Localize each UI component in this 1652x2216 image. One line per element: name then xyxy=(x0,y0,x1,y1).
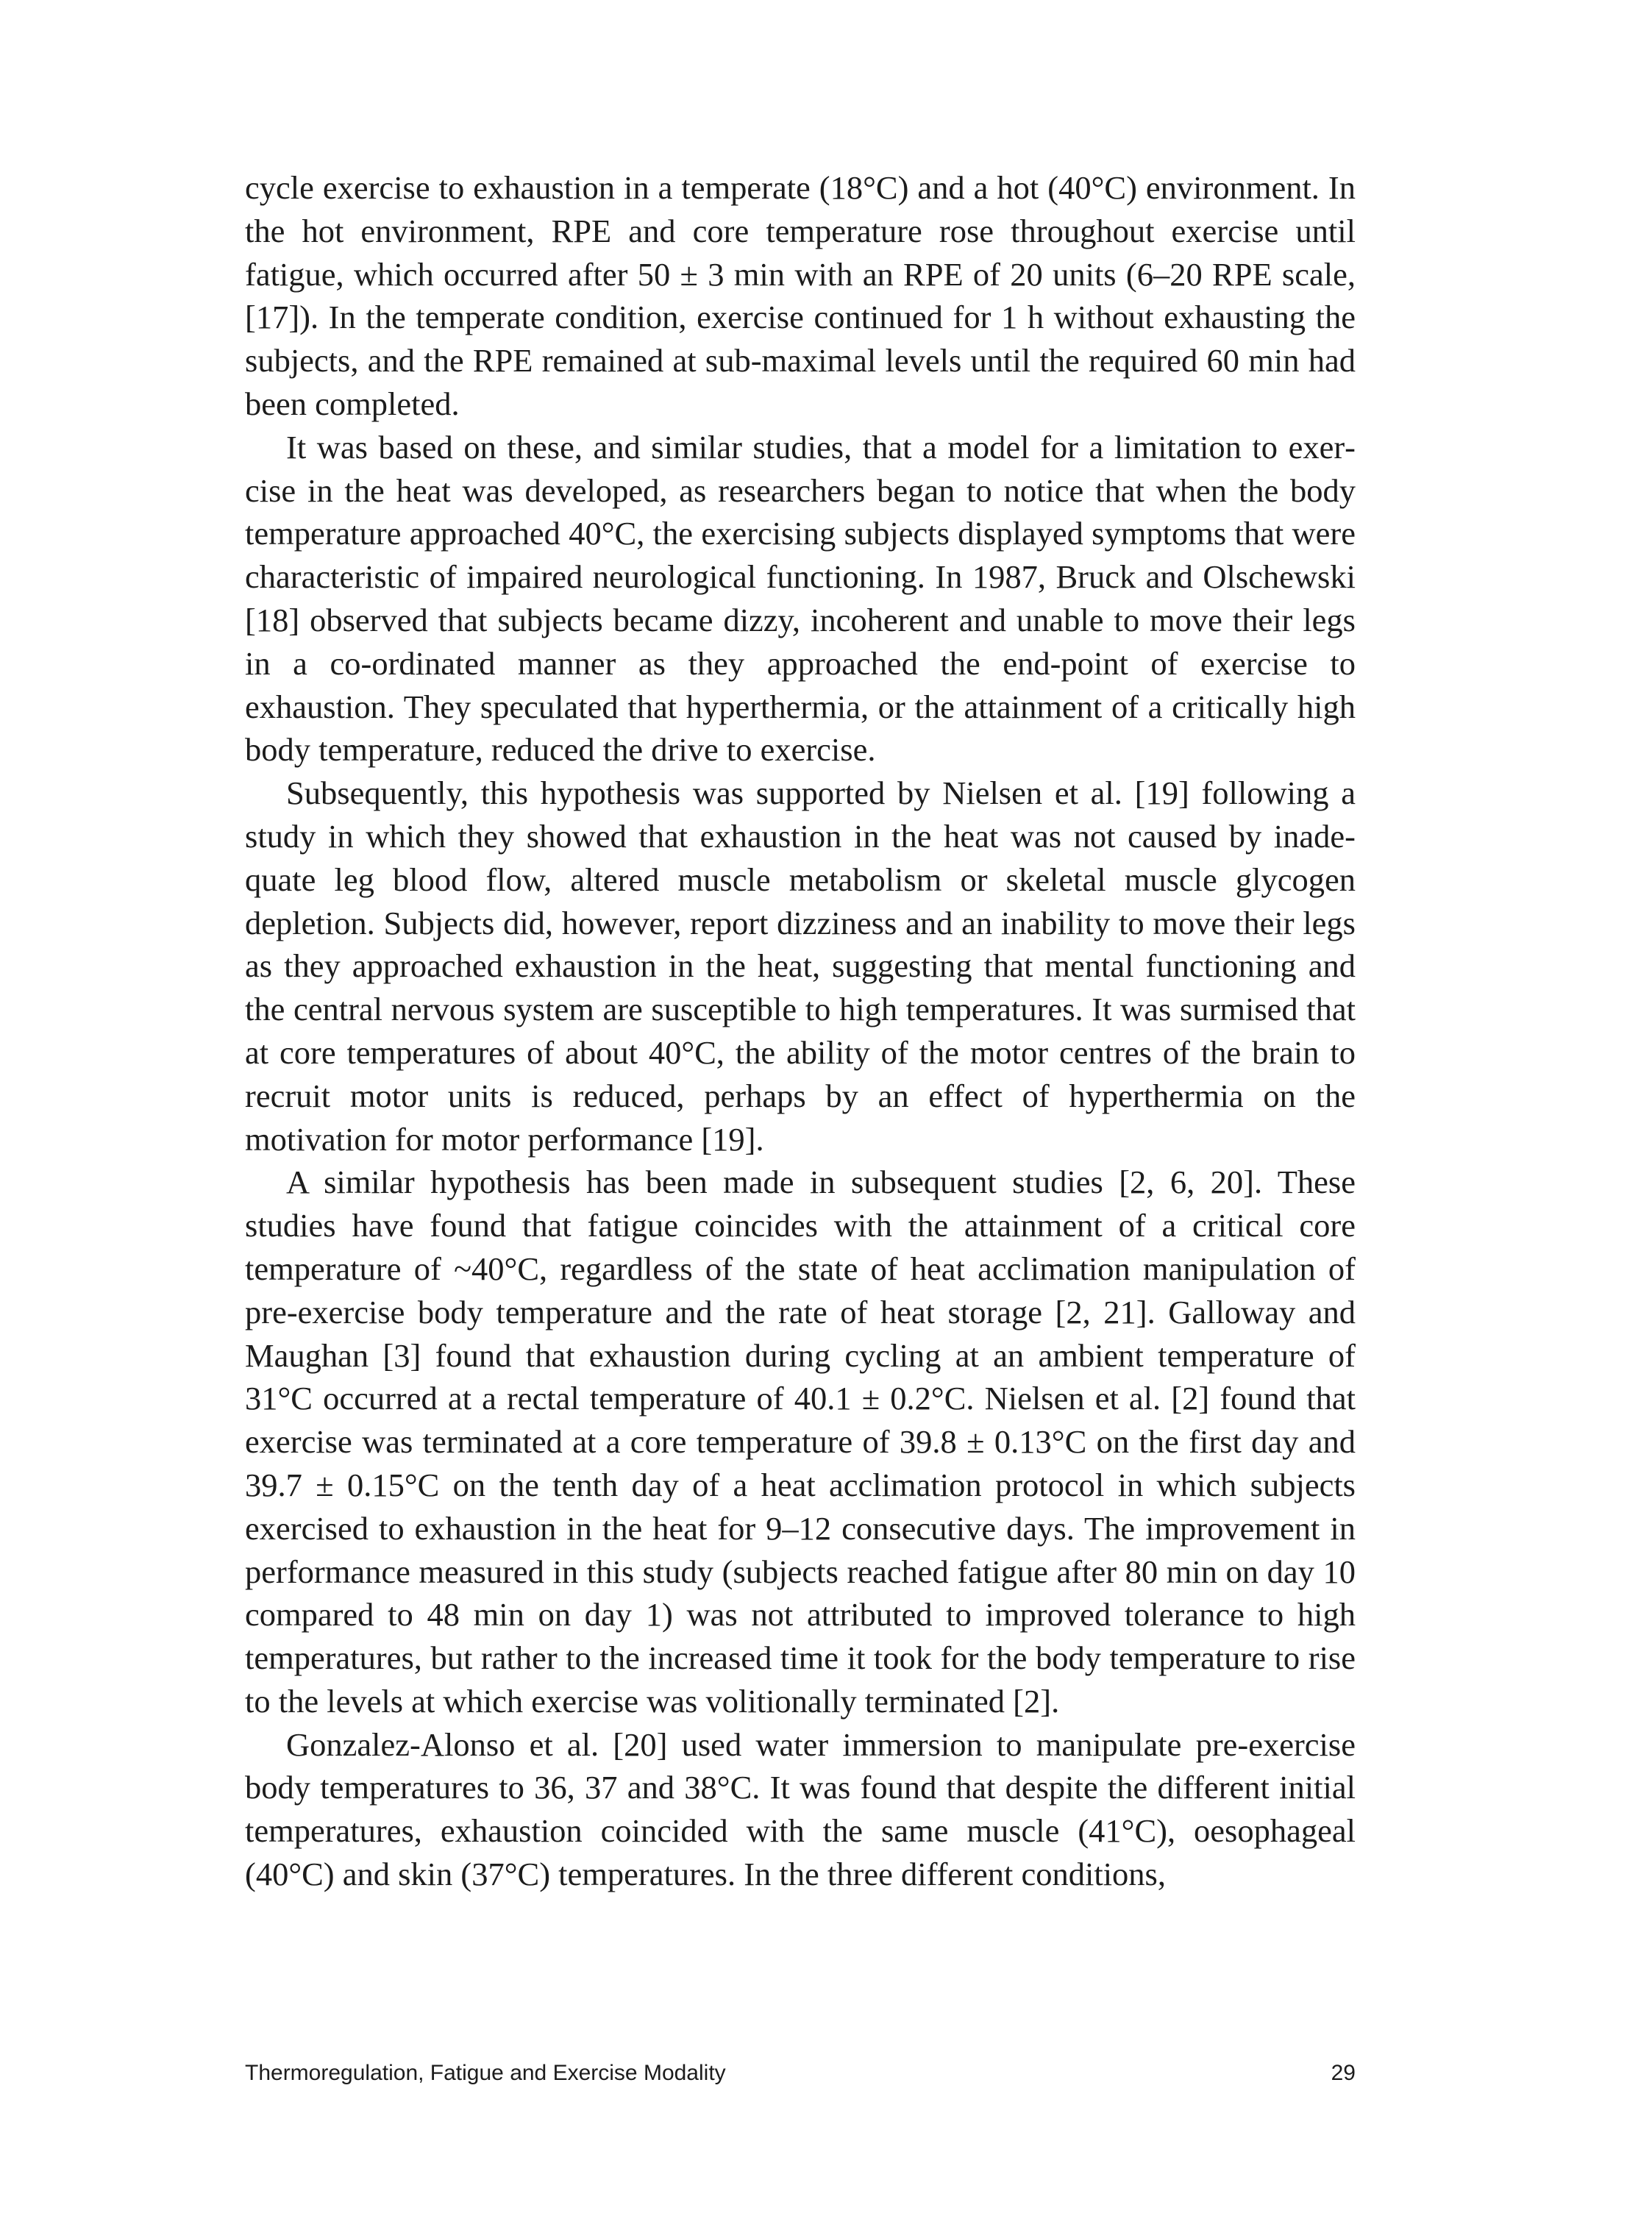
paragraph-gonzalez-alonso: Gonzalez-Alonso et al. [20] used water immersion to manipulate pre-exercise body temperatures to 36, 37 and 38°C. It was found that despite the different initial temperatures, exhaustion coincided with the same muscle (41°C), oesophageal (40°C) and skin (37°C) temperatures. In the three different conditions, xyxy=(245,1725,1356,1893)
paragraph-nielsen-hypothesis: Subsequently, this hypothesis was supported by Nielsen et al. [19] following a study in which they showed that exhaustion in the heat was not caused by inadequate leg blood flow, altered muscle metabolism or skeletal muscle glycogen depletion. Subjects did, however, report dizziness and an inability to move their legs as they approached exhaustion in the heat, suggesting that mental functioning and the central nervous system are susceptible to high temperatures. It was surmised that at core temperatures of about 40°C, the ability of the motor centres of the brain to recruit motor units is reduced, perhaps by an effect of hyperthermia on the motivation for motor performance [19]. xyxy=(245,774,1356,1158)
page-number: 29 xyxy=(1331,2061,1356,2085)
running-footer-title: Thermoregulation, Fatigue and Exercise Modality xyxy=(245,2061,726,2085)
paragraph-model-limitation: It was based on these, and similar studies, that a model for a limitation to exercise in the heat was developed, as researchers began to notice that when the body temperature approached 40°C, the exercising subjects displayed symptoms that were characteristic of impaired neurological functioning. In 1987, Bruck and Olschewski [18] observed that subjects became dizzy, incoherent and unable to move their legs in a co-ordinated manner as they approached the end-point of exercise to exhaustion. They speculated that hyperthermia, or the attainment of a critically high body temperature, reduced the drive to exercise. xyxy=(245,428,1356,769)
body-text xyxy=(245,166,1356,1896)
paragraph-critical-core-temperature: A similar hypothesis has been made in subsequent studies [2, 6, 20]. These studies have found that fatigue coincides with the attainment of a critical core temperature of ~40°C, regardless of the state of heat acclimation manipulation of pre-exercise body temperature and the rate of heat storage [2, 21]. Galloway and Maughan [3] found that exhaustion during cycling at an ambient temperature of 31°C occurred at a rectal temperature of 40.1 ± 0.2°C. Nielsen et al. [2] found that exercise was terminated at a core temperature of 39.8 ± 0.13°C on the first day and 39.7 ± 0.15°C on the tenth day of a heat acclimation protocol in which subjects exercised to exhaustion in the heat for 9–12 consecutive days. The improvement in performance measured in this study (subjects reached fatigue after 80 min on day 10 compared to 48 min on day 1) was not attributed to improved tolerance to high temperatures, but rather to the increased time it took for the body temperature to rise to the levels at which exercise was volitionally terminated [2]. xyxy=(245,1164,1356,1720)
paragraph-continued: cycle exercise to exhaustion in a temperate (18°C) and a hot (40°C) environment. In the hot environment, RPE and core temperature rose throughout exercise until fatigue, which occurred after 50 ± 3 min with an RPE of 20 units (6–20 RPE scale, [17]). In the temperate condition, exercise continued for 1 h without exhausting the subjects, and the RPE remained at sub-maximal levels until the required 60 min had been completed. xyxy=(245,169,1356,422)
